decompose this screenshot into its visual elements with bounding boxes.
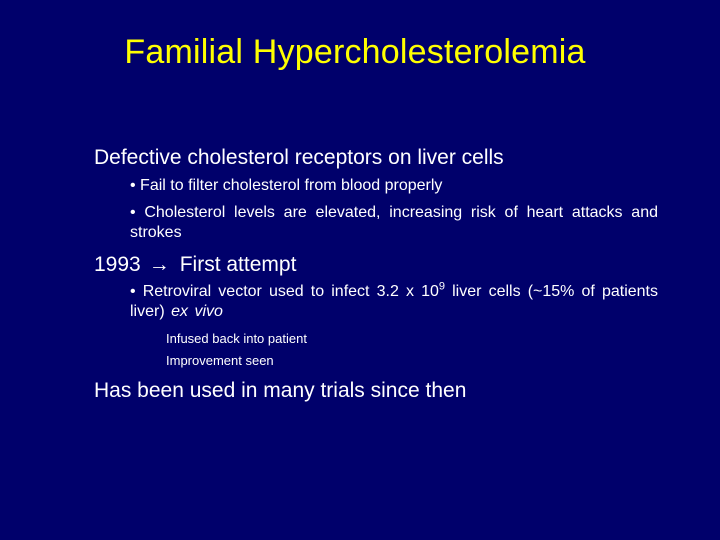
ex-vivo-italic: ex vivo	[171, 303, 223, 320]
exponent: 9	[438, 280, 445, 293]
subpoint-improvement: Improvement seen	[166, 353, 274, 368]
bullet-fail-to-filter: • Fail to filter cholesterol from blood properly	[130, 177, 443, 194]
subpoint-infused-back: Infused back into patient	[166, 331, 307, 346]
slide-title: Familial Hypercholesterolemia	[124, 33, 586, 71]
retroviral-text: • Retroviral vector used to infect 3.2 x 10	[130, 283, 439, 300]
right-arrow-icon: →	[148, 253, 170, 276]
first-attempt-label: First attempt	[179, 253, 297, 276]
point-defective-receptors: Defective cholesterol receptors on liver cells	[94, 146, 504, 169]
bullet-cholesterol-elevated: • Cholesterol levels are elevated, increasing risk of heart attacks and strokes	[130, 204, 658, 241]
bullet-retroviral-vector	[130, 282, 658, 322]
point-first-attempt	[94, 251, 296, 279]
year-label: 1993	[94, 253, 141, 276]
point-many-trials: Has been used in many trials since then	[94, 379, 467, 402]
retroviral-text-continued: liver cells (~15% of patients liver)	[130, 283, 658, 320]
